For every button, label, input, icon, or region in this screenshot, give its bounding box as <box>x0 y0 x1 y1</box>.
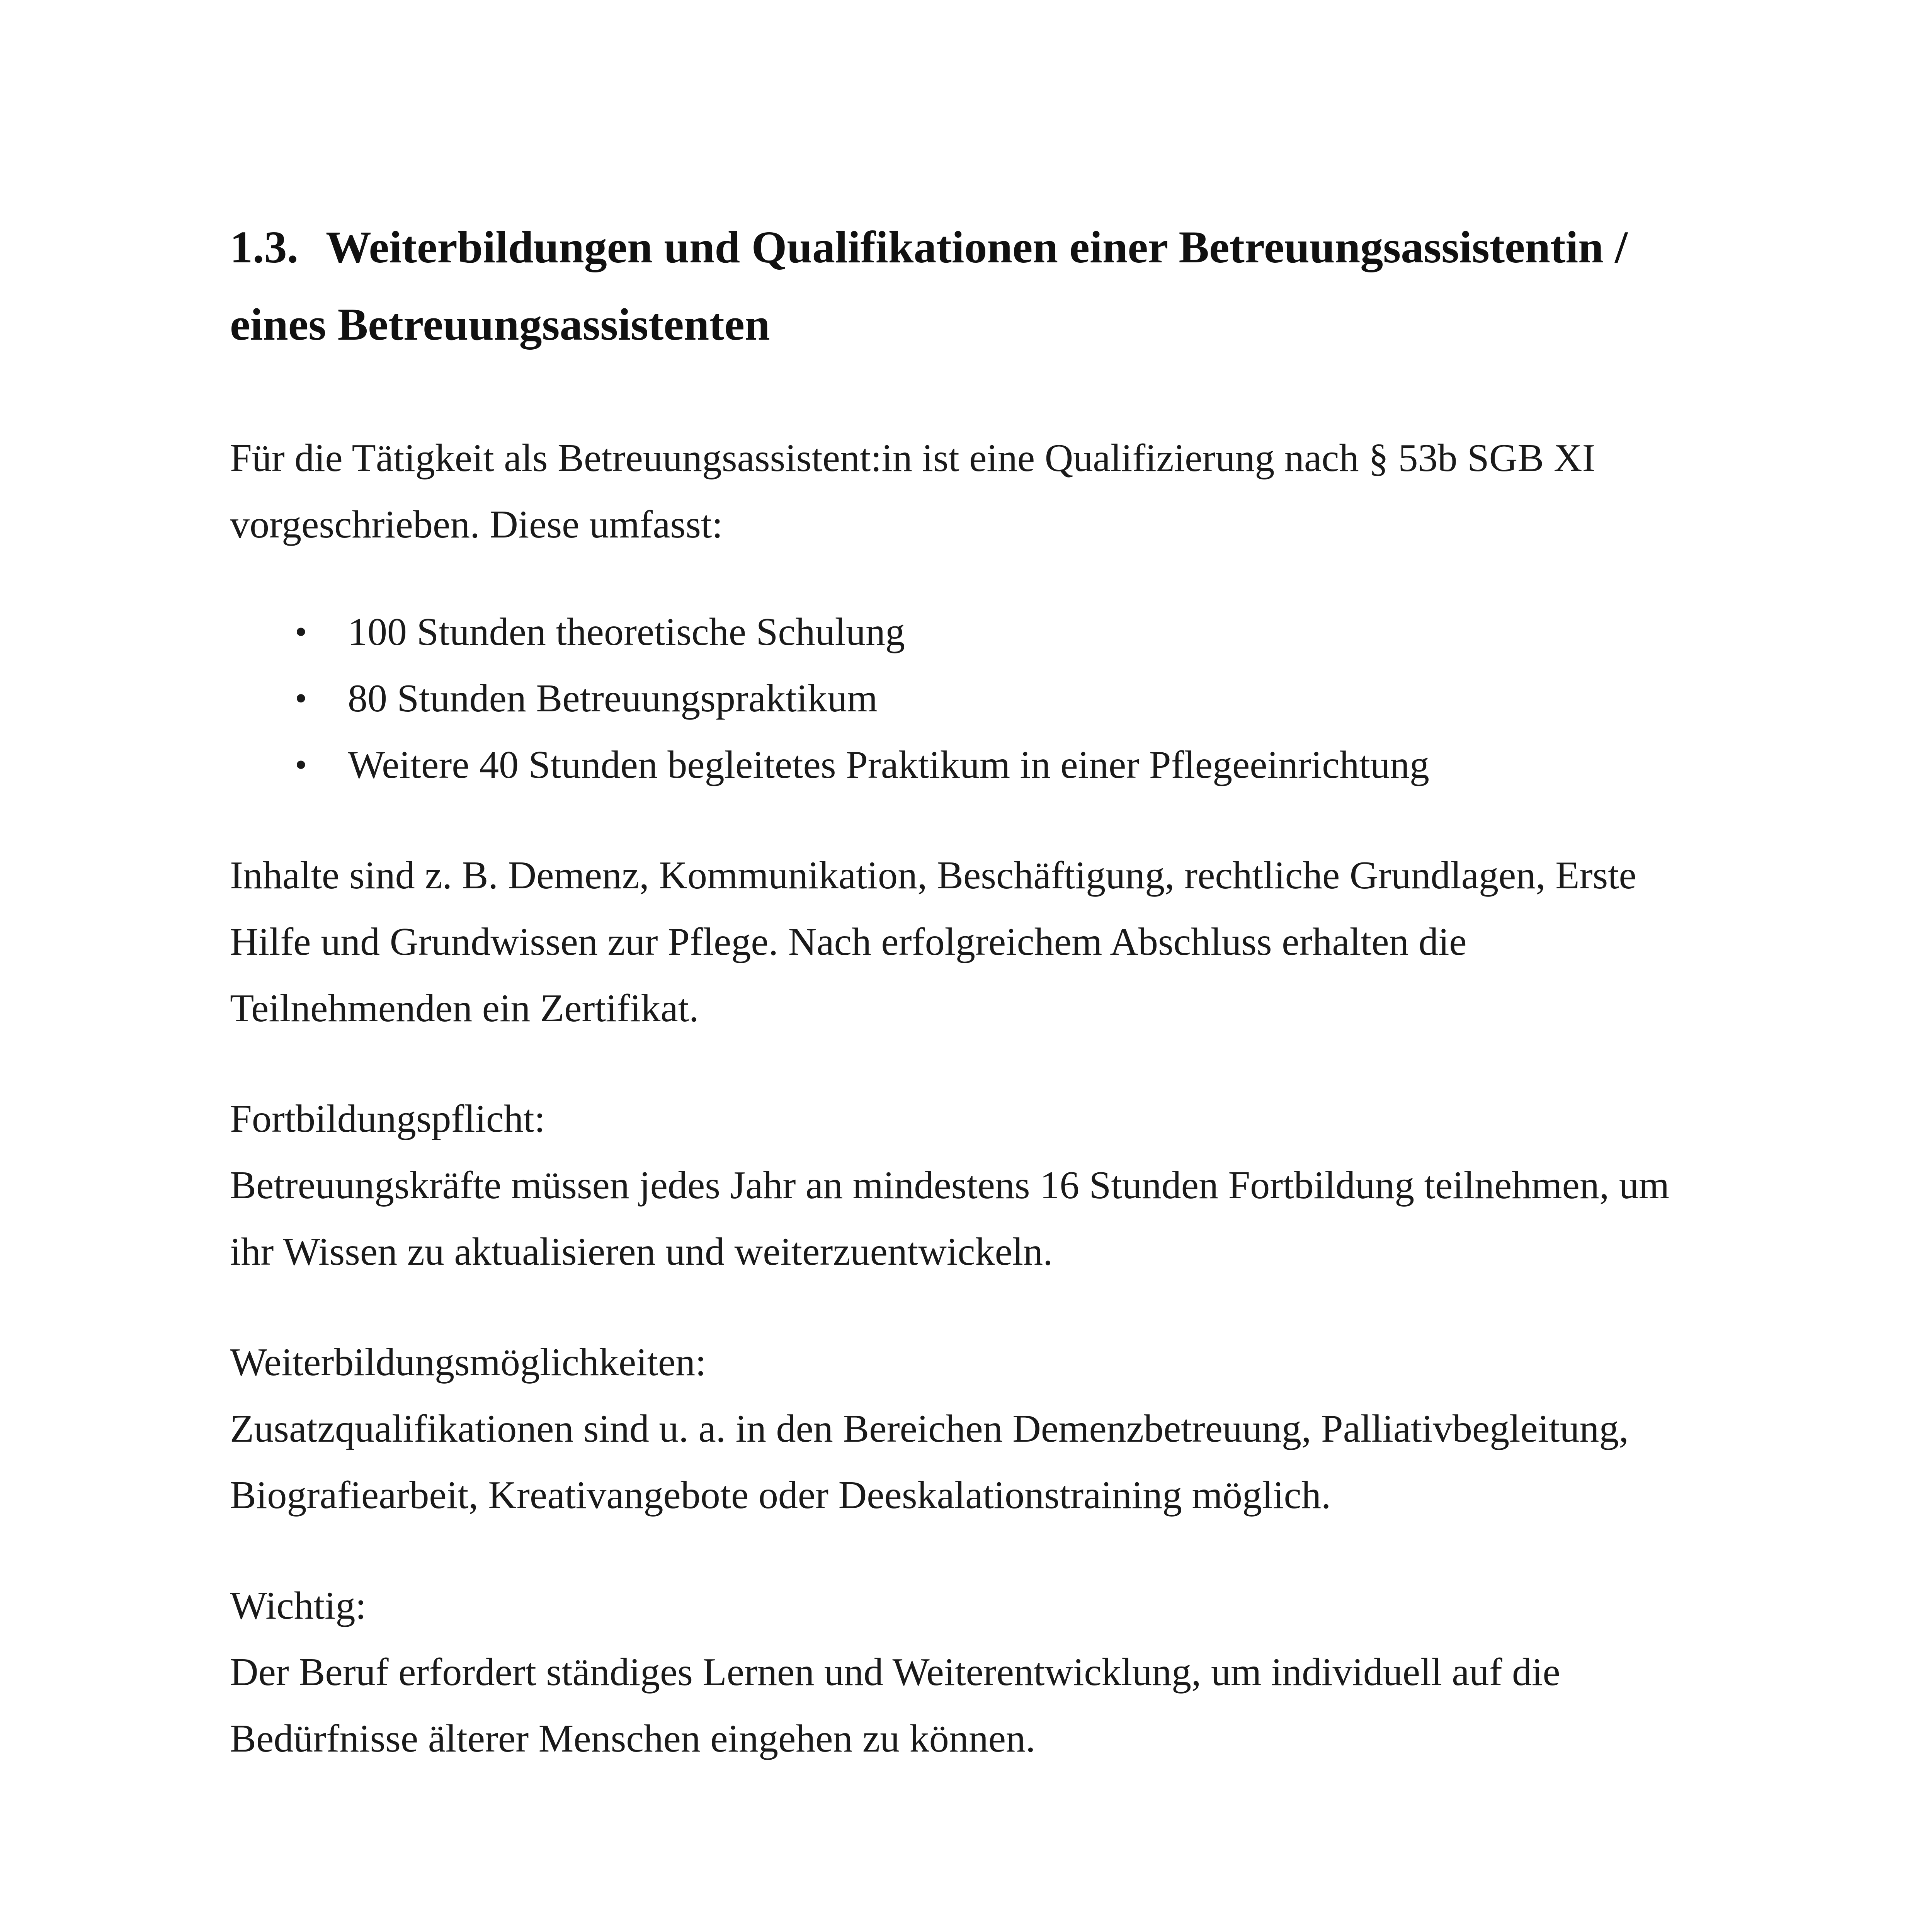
contents-paragraph <box>230 842 1698 1042</box>
further-training-line-2: Biografiearbeit, Kreativangebote oder Deeskalationstraining möglich. <box>230 1473 1331 1517</box>
section-heading-line-1 <box>230 209 1737 286</box>
important-line-2: Bedürfnisse älterer Menschen eingehen zu können. <box>230 1717 1036 1760</box>
section-number: 1.3. <box>230 222 298 272</box>
qualification-list <box>230 599 1429 798</box>
important-line-1: Der Beruf erfordert ständiges Lernen und Weiterentwicklung, um individuell auf die <box>230 1650 1560 1694</box>
contents-line-2: Hilfe und Grundwissen zur Pflege. Nach erfolgreichem Abschluss erhalten die <box>230 920 1467 964</box>
training-duty-label: Fortbildungspflicht: <box>230 1097 545 1141</box>
further-training-label: Weiterbildungsmöglichkeiten: <box>230 1340 706 1384</box>
training-duty-paragraph <box>230 1086 1698 1285</box>
training-duty-line-2: ihr Wissen zu aktualisieren und weiterzuentwickeln. <box>230 1230 1053 1274</box>
further-training-line-1: Zusatzqualifikationen sind u. a. in den Bereichen Demenzbetreuung, Palliativbegleitung, <box>230 1407 1629 1451</box>
training-duty-line-1: Betreuungskräfte müssen jedes Jahr an mindestens 16 Stunden Fortbildung teilnehmen, um <box>230 1163 1670 1207</box>
section-title-part-2: eines Betreuungsassistenten <box>230 299 770 350</box>
important-paragraph <box>230 1573 1698 1772</box>
list-item-text: 100 Stunden theoretische Schulung <box>348 610 905 654</box>
intro-line-1: Für die Tätigkeit als Betreuungsassistent:in ist eine Qualifizierung nach § 53b SGB XI <box>230 436 1596 480</box>
list-item-text: Weitere 40 Stunden begleitetes Praktikum in einer Pflegeeinrichtung <box>348 743 1429 787</box>
contents-line-3: Teilnehmenden ein Zertifikat. <box>230 986 699 1030</box>
list-item-text: 80 Stunden Betreuungspraktikum <box>348 677 878 720</box>
bullet-icon: • <box>295 679 307 718</box>
intro-paragraph <box>230 425 1698 558</box>
bullet-icon: • <box>295 613 307 651</box>
contents-line-1: Inhalte sind z. B. Demenz, Kommunikation, Beschäftigung, rechtliche Grundlagen, Erste <box>230 854 1636 897</box>
important-label: Wichtig: <box>230 1584 366 1628</box>
list-item <box>230 665 1429 732</box>
list-item <box>230 599 1429 665</box>
bullet-icon: • <box>295 746 307 784</box>
section-heading <box>230 209 1737 363</box>
further-training-paragraph <box>230 1329 1698 1529</box>
section-title-part-1: Weiterbildungen und Qualifikationen einer Betreuungsassistentin / <box>326 222 1628 272</box>
list-item <box>230 732 1429 798</box>
intro-line-2: vorgeschrieben. Diese umfasst: <box>230 503 723 546</box>
